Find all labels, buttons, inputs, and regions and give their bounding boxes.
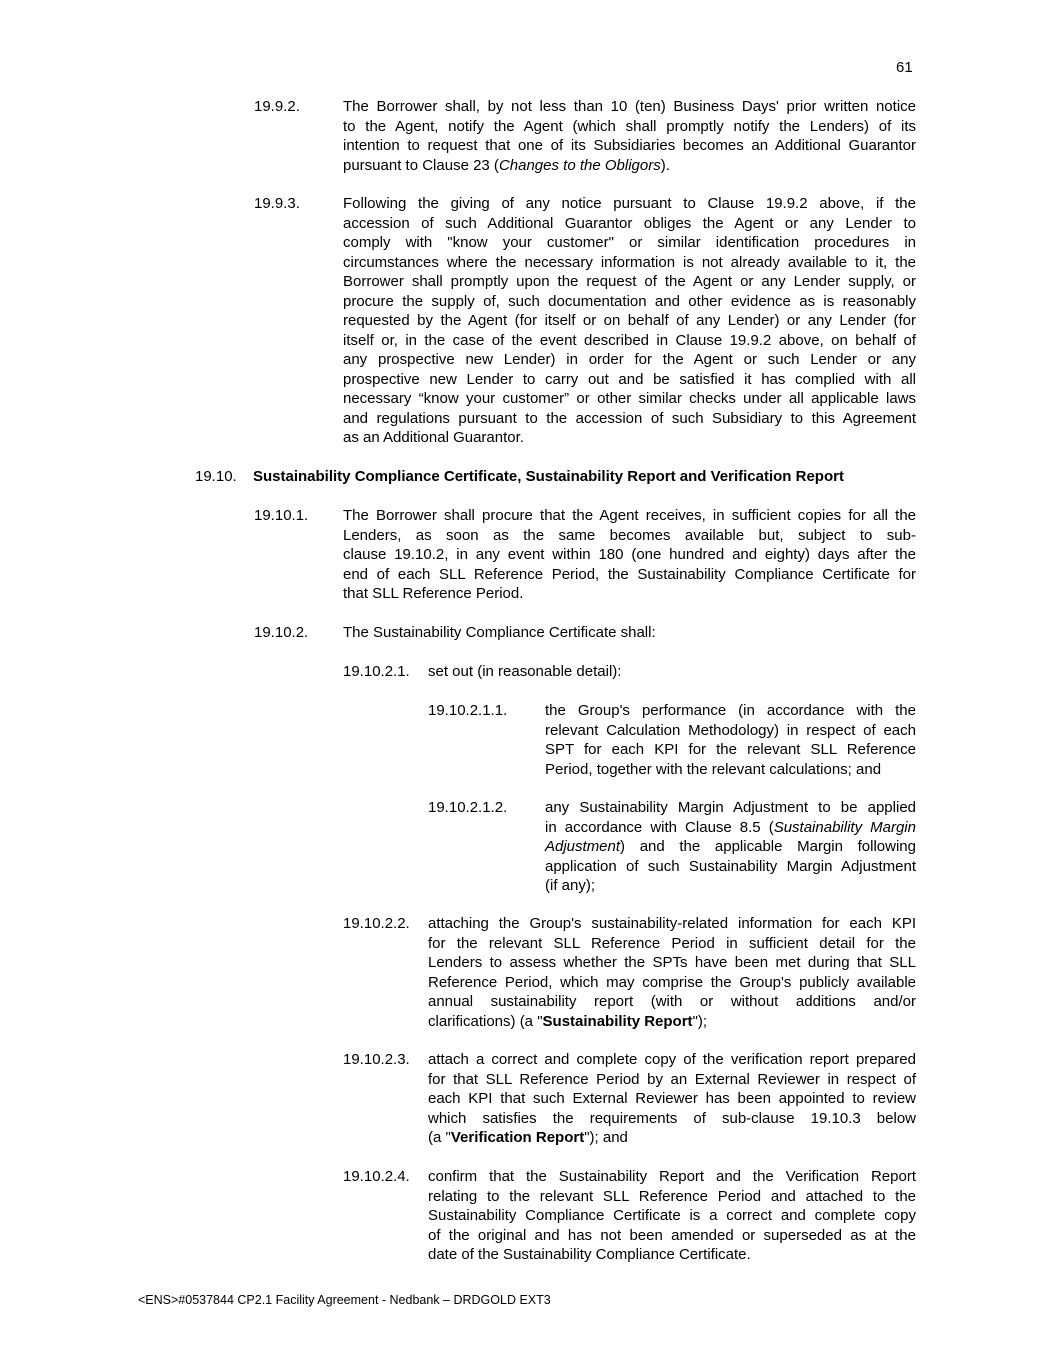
clause-number: 19.9.3. (254, 195, 300, 212)
clause-number: 19.10.2.4. (343, 1168, 410, 1185)
clause-number: 19.10.2.1. (343, 663, 410, 680)
clause-text: the Group's performance (in accordance with the relevant Calculation Methodology) in respect of each SPT for each KPI for the relevant SLL Reference Period, together with the relevant calculations; and (545, 702, 916, 778)
clause-text: The Borrower shall procure that the Agent receives, in sufficient copies for all the Lenders, as soon as the same becomes available but, subject to sub- clause 19.10.2, in any event within 180 (one hundred and eighty) days after the end of each SLL Reference Period, the Sustainability Compliance Certificate for that SLL Reference Period. (343, 507, 916, 602)
clause-number: 19.10. (195, 468, 237, 485)
clause-text: confirm that the Sustainability Report and the Verification Report relating to the relevant SLL Reference Period and attached to the Sustainability Compliance Certificate is a correct and complete copy of the original and has not been amended or superseded as at the date of the Sustainability Compliance Certificate. (428, 1168, 916, 1263)
clause-number: 19.10.2. (254, 624, 309, 641)
clause-number: 19.10.2.1.2. (428, 799, 508, 816)
clause-number: 19.10.1. (254, 507, 309, 524)
clause-text: Following the giving of any notice pursuant to Clause 19.9.2 above, if the accession of such Additional Guarantor obliges the Agent or any Lender to comply with "know your customer" or similar identification procedures in circumstances where the necessary information is not already available to it, the Borrower shall promptly upon the request of the Agent or any Lender supply, or procure the supply of, such documentation and other evidence as is reasonably requested by the Agent (for itself or on behalf of any Lender) or any Lender (for itself or, in the case of the event described in Clause 19.9.2 above, on behalf of any prospective new Lender) in order for the Agent or such Lender or any prospective new Lender to carry out and be satisfied it has complied with all necessary “know your customer” or other similar checks under all applicable laws and regulations pursuant to the accession of such Subsidiary to this Agreement as an Additional Guarantor. (343, 195, 916, 446)
clause-text: The Sustainability Compliance Certificate shall: (343, 624, 656, 641)
clause-text: The Borrower shall, by not less than 10 (ten) Business Days' prior written notice to the Agent, notify the Agent (which shall promptly notify the Lenders) of its intention to request that one of its Subsidiaries becomes an Additional Guarantor pursuant to Clause 23 (Changes to the Obligors). (343, 98, 916, 174)
clause-text: any Sustainability Margin Adjustment to be applied in accordance with Clause 8.5 (Sustainability Margin Adjustment) and the applicable Margin following application of such Sustainability Margin Adjustment (if any); (545, 799, 916, 894)
clause-text: attaching the Group's sustainability-related information for each KPI for the relevant SLL Reference Period in sufficient detail for the Lenders to assess whether the SPTs have been met during that SLL Reference Period, which may comprise the Group's publicly available annual sustainability report (with or without additions and/or clarifications) (a "Sustainability Report"); (428, 915, 916, 1030)
document-footer: <ENS>#0537844 CP2.1 Facility Agreement - Nedbank – DRDGOLD EXT3 (138, 1293, 551, 1307)
clause-number: 19.9.2. (254, 98, 300, 115)
clause-text: attach a correct and complete copy of the verification report prepared for that SLL Reference Period by an External Reviewer in respect of each KPI that such External Reviewer has been appointed to review which satisfies the requirements of sub-clause 19.10.3 below (a "Verification Report"); and (428, 1051, 916, 1146)
section-heading: Sustainability Compliance Certificate, Sustainability Report and Verification Report (253, 468, 844, 485)
clause-number: 19.10.2.1.1. (428, 702, 508, 719)
page-number: 61 (896, 59, 913, 76)
clause-text: set out (in reasonable detail): (428, 663, 622, 680)
clause-number: 19.10.2.2. (343, 915, 410, 932)
clause-number: 19.10.2.3. (343, 1051, 410, 1068)
